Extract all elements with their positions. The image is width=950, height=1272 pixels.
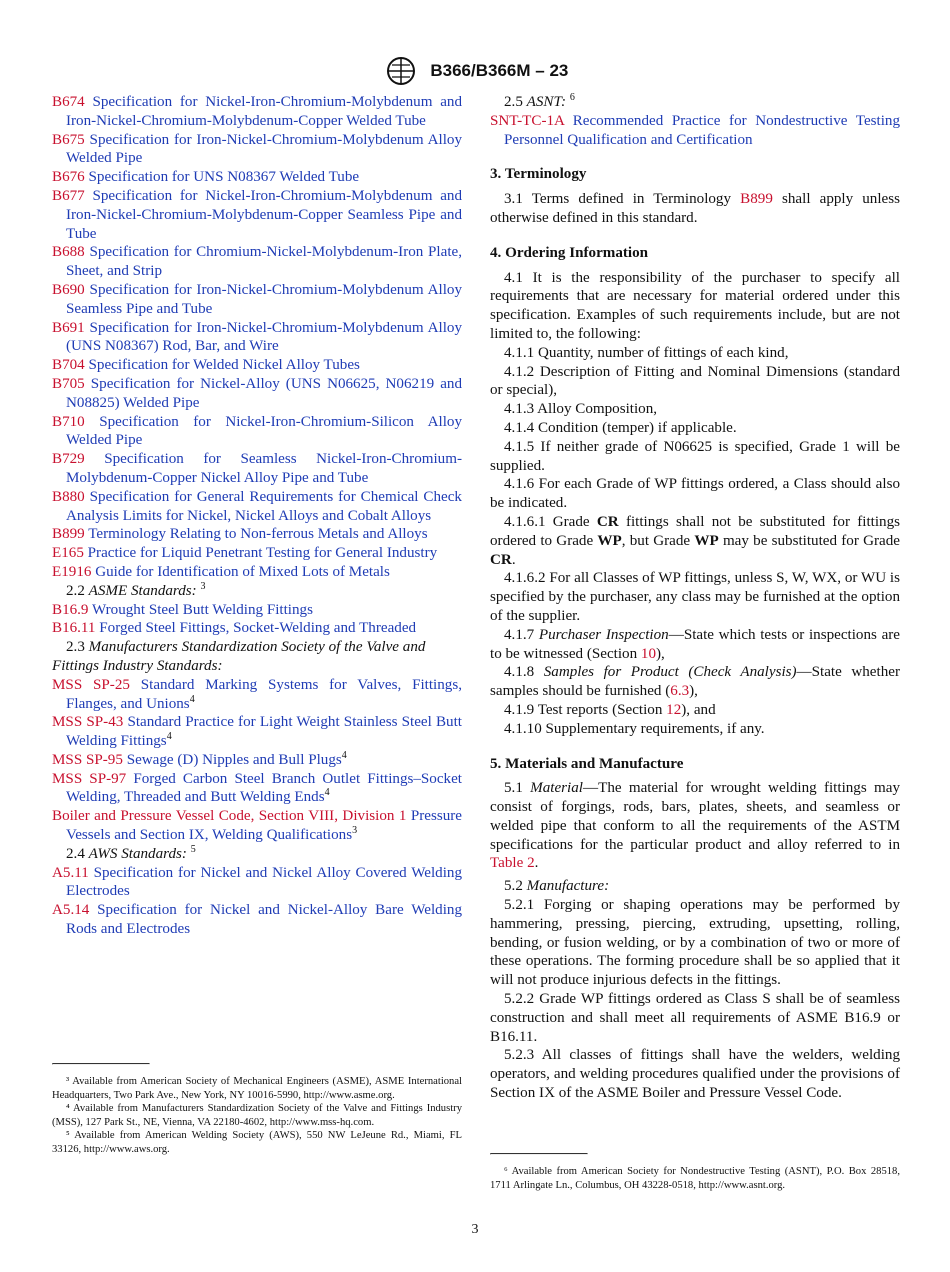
- footnote-marker: 3: [352, 825, 358, 837]
- reference-code-link[interactable]: A5.14: [52, 902, 90, 919]
- reference-code-link[interactable]: B729: [52, 451, 85, 468]
- footnote-marker: 4: [341, 749, 347, 761]
- para-5-2: 5.2 Manufacture:: [504, 878, 610, 895]
- footnote-5: ⁵ Available from American Welding Society (AWS), 550 NW LeJeune Rd., Miami, FL 33126, http://www.aws.org.: [52, 1130, 462, 1155]
- reference-item: [52, 413, 462, 451]
- reference-item: [52, 168, 462, 187]
- terminology-heading: 3. Terminology: [490, 166, 587, 183]
- reference-code-link[interactable]: B16.9: [52, 601, 89, 618]
- reference-title-link[interactable]: Specification for Seamless Nickel-Iron-Chromium-Molybdenum-Copper Nickel Alloy Pipe and Tube: [66, 451, 462, 486]
- reference-code-link[interactable]: B880: [52, 488, 85, 505]
- reference-title-link[interactable]: Terminology Relating to Non-ferrous Metals and Alloys: [88, 526, 428, 543]
- para-4-1-1: 4.1.1 Quantity, number of fittings of each kind,: [504, 344, 789, 361]
- ordering-heading: 4. Ordering Information: [490, 244, 649, 261]
- reference-item: [52, 488, 462, 526]
- reference-item: [52, 770, 462, 808]
- reference-code-link[interactable]: B690: [52, 281, 85, 298]
- reference-code-link[interactable]: B704: [52, 357, 85, 374]
- reference-title-link[interactable]: Specification for Nickel and Nickel Alloy Covered Welding Electrodes: [66, 864, 462, 900]
- reference-code-link[interactable]: B705: [52, 375, 85, 392]
- reference-title-link[interactable]: Wrought Steel Butt Welding Fittings: [92, 601, 313, 618]
- reference-code-link[interactable]: B710: [52, 413, 85, 430]
- para-5-2-3: 5.2.3 All classes of fittings shall have the welders, welding operators, and welding procedures qualified under the provisions of Section IX of the ASME Boiler and Pressure Vessel Code.: [490, 1047, 900, 1102]
- link-section-10[interactable]: 10: [640, 645, 657, 662]
- reference-item: [52, 375, 462, 413]
- para-4-1-6-2: 4.1.6.2 For all Classes of WP fittings, unless S, W, WX, or WU is specified by the purchaser, any class may be furnished at the option of the supplier.: [490, 570, 900, 624]
- reference-item: [52, 563, 462, 582]
- asme-standards-heading: 2.2 ASME Standards: $^3$: [66, 580, 206, 599]
- link-6-3[interactable]: 6.3: [670, 683, 690, 700]
- para-4-1-8: 4.1.8 Samples for Product (Check Analysis)—State whether samples should be furnished (6.3),: [490, 664, 900, 700]
- reference-title-link[interactable]: Forged Carbon Steel Branch Outlet Fittings–Socket Welding, Threaded and Butt Welding Ends: [66, 770, 462, 806]
- reference-code-link[interactable]: B677: [52, 187, 85, 204]
- reference-item: [52, 619, 462, 638]
- para-4-1-5: 4.1.5 If neither grade of N06625 is specified, Grade 1 will be supplied.: [490, 438, 900, 474]
- reference-item: [52, 713, 462, 751]
- reference-code-link[interactable]: A5.11: [52, 864, 89, 881]
- link-table-2[interactable]: Table 2: [490, 855, 535, 872]
- asme-standards-list: [52, 601, 462, 639]
- reference-item: [52, 544, 462, 563]
- reference-item: [52, 131, 462, 169]
- reference-item: [52, 187, 462, 243]
- astm-logo-icon: [382, 56, 420, 86]
- reference-title-link[interactable]: Specification for Iron-Nickel-Chromium-Molybdenum Alloy (UNS N08367) Rod, Bar, and Wire: [66, 319, 462, 355]
- footnote-marker: 4: [189, 693, 195, 705]
- reference-title-link[interactable]: Specification for Nickel-Iron-Chromium-Molybdenum and Iron-Nickel-Chromium-Molybdenum-Copper Seamless Pipe and Tube: [66, 187, 462, 242]
- aws-standards-heading: 2.4 AWS Standards: $^5$: [66, 843, 196, 862]
- reference-item: [52, 807, 462, 845]
- mss-standards-list: [52, 676, 462, 845]
- reference-code-link[interactable]: MSS SP-43: [52, 714, 124, 731]
- page-number: 3: [471, 1222, 479, 1237]
- footnote-6: ⁶ Available from American Society for Nondestructive Testing (ASNT), P.O. Box 28518, 1711 Arlingate Ln., Columbus, OH 43228-0518, http://www.asnt.org.: [490, 1166, 900, 1191]
- reference-code-link[interactable]: B675: [52, 131, 85, 148]
- reference-code-link[interactable]: SNT-TC-1A: [490, 112, 565, 129]
- para-5-2-2: 5.2.2 Grade WP fittings ordered as Class S shall be of seamless construction and shall meet all requirements of ASME B16.9 or B16.11.: [490, 991, 900, 1045]
- para-4-1-7: 4.1.7 Purchaser Inspection—State which tests or inspections are to be witnessed (Section 10),: [490, 626, 900, 662]
- reference-title-link[interactable]: Standard Practice for Light Weight Stainless Steel Butt Welding Fittings: [66, 714, 462, 750]
- referenced-documents-list: [52, 93, 462, 582]
- reference-title-link[interactable]: Specification for Iron-Nickel-Chromium-Molybdenum Alloy Welded Pipe: [66, 131, 462, 167]
- reference-title-link[interactable]: Specification for General Requirements for Chemical Check Analysis Limits for Nickel, Nickel Alloys and Cobalt Alloys: [66, 488, 462, 524]
- link-section-12[interactable]: 12: [666, 701, 682, 718]
- para-4-1-4: 4.1.4 Condition (temper) if applicable.: [504, 419, 737, 436]
- para-4-1-10: 4.1.10 Supplementary requirements, if any.: [504, 720, 765, 737]
- aws-standards-list: [52, 864, 462, 939]
- reference-code-link[interactable]: E1916: [52, 563, 92, 580]
- reference-title-link[interactable]: Specification for UNS N08367 Welded Tube: [88, 169, 360, 186]
- document-designation: B366/B366M – 23: [430, 61, 569, 80]
- reference-item: [52, 676, 462, 714]
- link-b899[interactable]: B899: [740, 191, 773, 208]
- reference-item: [52, 93, 462, 131]
- reference-title-link[interactable]: Recommended Practice for Nondestructive Testing Personnel Qualification and Certification: [504, 112, 900, 148]
- left-footnotes: [52, 1063, 462, 1157]
- left-column: [52, 93, 462, 1155]
- para-5-2-1: 5.2.1 Forging or shaping operations may be performed by hammering, pressing, piercing, extruding, upsetting, rolling, bending, or fusion welding, or by a combination of two or more of these operations. The forming procedure shall be so applied that it will not produce injurious defects in the fittings.: [490, 897, 900, 989]
- asnt-list: [490, 112, 900, 150]
- para-4-1-3: 4.1.3 Alloy Composition,: [504, 401, 658, 418]
- para-4-1-6-1: 4.1.6.1 Grade CR fittings shall not be substituted for fittings ordered to Grade WP, but Grade WP may be substituted for Grade CR.: [490, 513, 900, 568]
- reference-item: [52, 525, 462, 544]
- reference-title-link[interactable]: Specification for Nickel-Alloy (UNS N06625, N06219 and N08825) Welded Pipe: [66, 375, 462, 411]
- footnote-3: ³ Available from American Society of Mechanical Engineers (ASME), ASME International Headquarters, Two Park Ave., New York, NY 10016-5990, http://www.asme.org.: [52, 1076, 462, 1101]
- para-5-1: 5.1 Material—The material for wrought welding fittings may consist of forgings, rods, bars, plates, sheets, and seamless or welded pipe that conform to all the requirements of the ASTM specifications for the particular product and alloy referred to in Table 2.: [490, 780, 901, 872]
- reference-item: [52, 319, 462, 357]
- reference-item: [490, 112, 900, 150]
- reference-item: [52, 864, 462, 902]
- footnote-marker: 4: [324, 787, 330, 799]
- reference-title-link[interactable]: Specification for Nickel and Nickel-Alloy Bare Welding Rods and Electrodes: [66, 902, 462, 938]
- asnt-heading: 2.5 ASNT: $^6$: [504, 91, 575, 110]
- reference-title-link[interactable]: Practice for Liquid Penetrant Testing for General Industry: [87, 545, 438, 562]
- reference-item: [52, 601, 462, 620]
- reference-title-link[interactable]: Specification for Iron-Nickel-Chromium-Molybdenum Alloy Seamless Pipe and Tube: [66, 281, 462, 317]
- materials-heading: 5. Materials and Manufacture: [490, 755, 684, 772]
- reference-title-link[interactable]: Specification for Chromium-Nickel-Molybdenum-Iron Plate, Sheet, and Strip: [66, 244, 462, 280]
- reference-title-link[interactable]: Pressure Vessels and Section IX, Welding Qualifications: [66, 808, 462, 844]
- reference-code-link[interactable]: B899: [52, 526, 85, 543]
- right-footnotes: [490, 1153, 900, 1192]
- reference-code-link[interactable]: MSS SP-25: [52, 676, 130, 693]
- para-3-1: 3.1 Terms defined in Terminology B899 shall apply unless otherwise defined in this standard.: [490, 191, 900, 226]
- reference-code-link[interactable]: MSS SP-95: [52, 751, 123, 768]
- footnote-marker: 4: [166, 731, 172, 743]
- reference-item: [52, 749, 462, 770]
- footnote-4: ⁴ Available from Manufacturers Standardization Society of the Valve and Fittings Industry (MSS), 127 Park St., NE, Vienna, VA 22180-4602, http://www.mss-hq.com.: [52, 1103, 462, 1128]
- reference-code-link[interactable]: B674: [52, 94, 85, 110]
- page-header: [0, 56, 950, 86]
- reference-title-link[interactable]: Guide for Identification of Mixed Lots of Metals: [95, 563, 390, 580]
- reference-item: [52, 450, 462, 488]
- reference-title-link[interactable]: Forged Steel Fittings, Socket-Welding and Threaded: [99, 620, 417, 637]
- reference-item: [52, 901, 462, 939]
- reference-code-link[interactable]: B688: [52, 244, 85, 261]
- para-4-1-9: 4.1.9 Test reports (Section 12), and: [504, 701, 716, 718]
- para-4-1-6: 4.1.6 For each Grade of WP fittings ordered, a Class should also be indicated.: [490, 476, 900, 512]
- reference-code-link[interactable]: B16.11: [52, 620, 96, 637]
- reference-item: [52, 243, 462, 281]
- reference-item: [52, 356, 462, 375]
- reference-code-link[interactable]: E165: [52, 545, 84, 562]
- reference-title-link[interactable]: Sewage (D) Nipples and Bull Plugs: [126, 751, 342, 768]
- reference-code-link[interactable]: B691: [52, 319, 85, 336]
- reference-code-link[interactable]: Boiler and Pressure Vessel Code, Section VIII, Division 1: [52, 808, 407, 825]
- reference-title-link[interactable]: Specification for Nickel-Iron-Chromium-Molybdenum and Iron-Nickel-Chromium-Molybdenum-Copper Welded Tube: [66, 94, 462, 129]
- reference-code-link[interactable]: MSS SP-97: [52, 770, 127, 787]
- right-column: [490, 91, 901, 1191]
- reference-item: [52, 281, 462, 319]
- reference-code-link[interactable]: B676: [52, 169, 85, 186]
- mss-standards-heading: 2.3 Manufacturers Standardization Society of the Valve and Fittings Industry Standards:: [52, 639, 426, 674]
- reference-title-link[interactable]: Specification for Welded Nickel Alloy Tubes: [88, 357, 360, 374]
- reference-title-link[interactable]: Specification for Nickel-Iron-Chromium-Silicon Alloy Welded Pipe: [66, 413, 462, 449]
- reference-title-link[interactable]: Standard Marking Systems for Valves, Fittings, Flanges, and Unions: [66, 676, 462, 712]
- para-4-1: 4.1 It is the responsibility of the purchaser to specify all requirements that are necessary for material ordered under this specification. Examples of such requirements include, but are not limited to, the following:: [490, 269, 900, 342]
- para-4-1-2: 4.1.2 Description of Fitting and Nominal Dimensions (standard or special),: [490, 363, 900, 399]
